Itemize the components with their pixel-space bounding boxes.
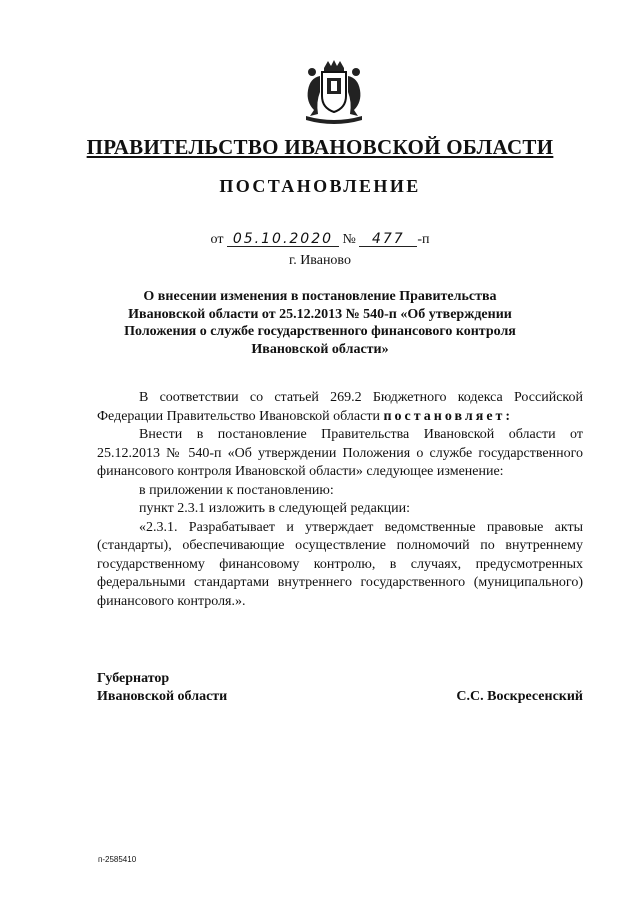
handwritten-number: 477 <box>359 232 417 247</box>
number-label: № <box>342 232 356 247</box>
paragraph-amendment: Внести в постановление Правительства Ивановской области от 25.12.2013 № 540-п «Об утверждении Положения о службе государственного финансового контроля Ивановской области» следующее изменение: <box>97 427 583 479</box>
footer-code: п-2585410 <box>98 855 137 864</box>
document-body <box>97 389 583 611</box>
signer-position-line2: Ивановской области <box>97 689 228 704</box>
signer-name: С.С. Воскресенский <box>456 689 583 704</box>
paragraph-appendix: в приложении к постановлению: <box>139 482 334 498</box>
city: г. Иваново <box>289 253 351 268</box>
signature-block <box>97 670 583 706</box>
document-type: ПОСТАНОВЛЕНИЕ <box>219 176 421 196</box>
paragraph-new-text: «2.3.1. Разрабатывает и утверждает ведомственные правовые акты (стандарты), обеспечивающие осуществление полномочий по внутреннему государственному финансовому контролю, в случаях, предусмотренных федеральными стандартами внутреннего государственного (муниципального) финансового контроля.». <box>97 519 583 609</box>
handwritten-date: 05.10.2020 <box>227 232 339 247</box>
number-suffix: -п <box>417 232 430 247</box>
paragraph-clause: пункт 2.3.1 изложить в следующей редакции: <box>139 501 410 516</box>
paragraph-preamble <box>97 389 583 426</box>
coat-of-arms-icon <box>298 58 370 124</box>
decree-word: постановляет: <box>383 408 514 424</box>
date-prefix: от <box>210 232 224 247</box>
date-number-line <box>0 232 640 248</box>
organization-name: ПРАВИТЕЛЬСТВО ИВАНОВСКОЙ ОБЛАСТИ <box>86 135 554 159</box>
document-title: О внесении изменения в постановление Правительства Ивановской области от 25.12.2013 № 540-п «Об утверждении Положения о службе государственного финансового контроля Ивановской области» <box>124 289 516 357</box>
preamble-text: В соответствии со статьей 269.2 Бюджетного кодекса Российской Федерации Правительство Ивановской области <box>97 390 583 424</box>
signer-position-line1: Губернатор <box>97 671 170 686</box>
